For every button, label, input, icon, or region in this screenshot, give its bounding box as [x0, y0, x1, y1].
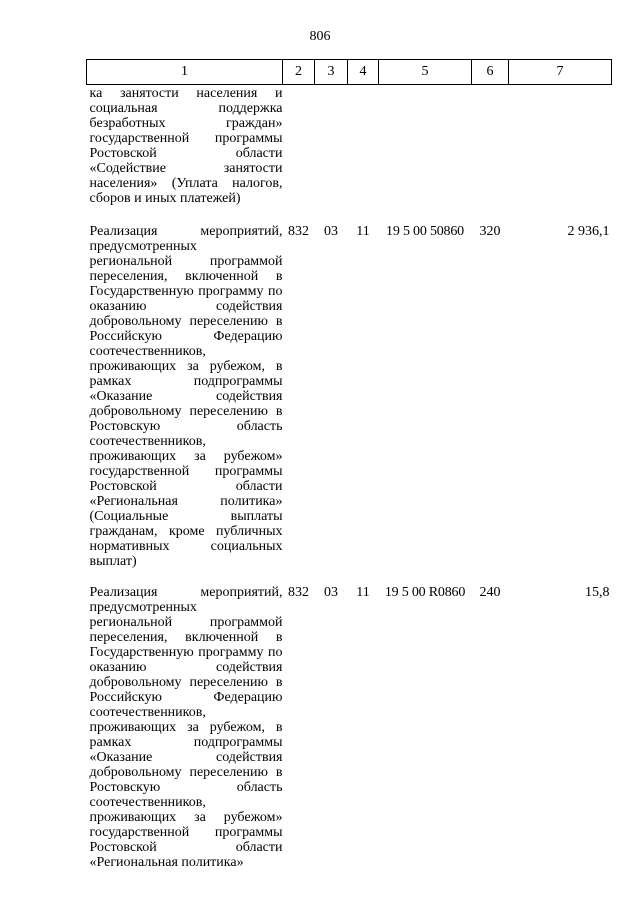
column-header-1: 1	[87, 60, 283, 85]
cell-expense-type: 240	[479, 585, 501, 600]
page-number: 806	[309, 29, 331, 44]
row-description: Реализация мероприятий, предусмотренных региональной программой переселения, включенной в Государственную программу по оказанию содействия добровольному переселению в Российскую Федерацию соотечественников, проживающих за рубежом, в рамках подпрограммы «Оказание содействия добровольному переселению в Ростовскую область соотечественников, проживающих за рубежом» государственной программы Ростовской области «Региональная политика» (Социальные выплаты гражданам, кроме публичных нормативных социальных выплат)	[89, 224, 283, 569]
table-row	[87, 585, 612, 886]
cell-expense-type: 320	[479, 224, 501, 239]
column-header-7: 7	[509, 60, 612, 85]
table-row	[87, 85, 612, 225]
cell-amount: 2 936,1	[567, 224, 610, 239]
cell-section: 03	[324, 585, 338, 600]
column-header-5: 5	[379, 60, 472, 85]
column-header-4: 4	[348, 60, 379, 85]
cell-subsection: 11	[356, 585, 370, 600]
budget-table	[86, 59, 612, 886]
row-description-continued: ка занятости населения и социальная поддержка безработных граждан» государственной программы Ростовской области «Содействие занятости населения» (Уплата налогов, сборов и иных платежей)	[89, 86, 283, 206]
table-header	[87, 60, 612, 85]
column-header-2: 2	[283, 60, 315, 85]
cell-amount: 15,8	[585, 585, 610, 600]
cell-target-article: 19 5 00 R0860	[384, 585, 466, 600]
cell-ministry-code: 832	[288, 585, 309, 600]
column-header-3: 3	[315, 60, 348, 85]
cell-ministry-code: 832	[288, 224, 309, 239]
row-description: Реализация мероприятий, предусмотренных региональной программой переселения, включенной в Государственную программу по оказанию содействия добровольному переселению в Российскую Федерацию соотечественников, проживающих за рубежом, в рамках подпрограммы «Оказание содействия добровольному переселению в Ростовскую область соотечественников, проживающих за рубежом» государственной программы Ростовской области «Региональная политика»	[89, 585, 283, 870]
table-row	[87, 224, 612, 585]
cell-subsection: 11	[356, 224, 370, 239]
cell-target-article: 19 5 00 50860	[386, 224, 464, 239]
cell-section: 03	[324, 224, 338, 239]
column-header-6: 6	[472, 60, 509, 85]
